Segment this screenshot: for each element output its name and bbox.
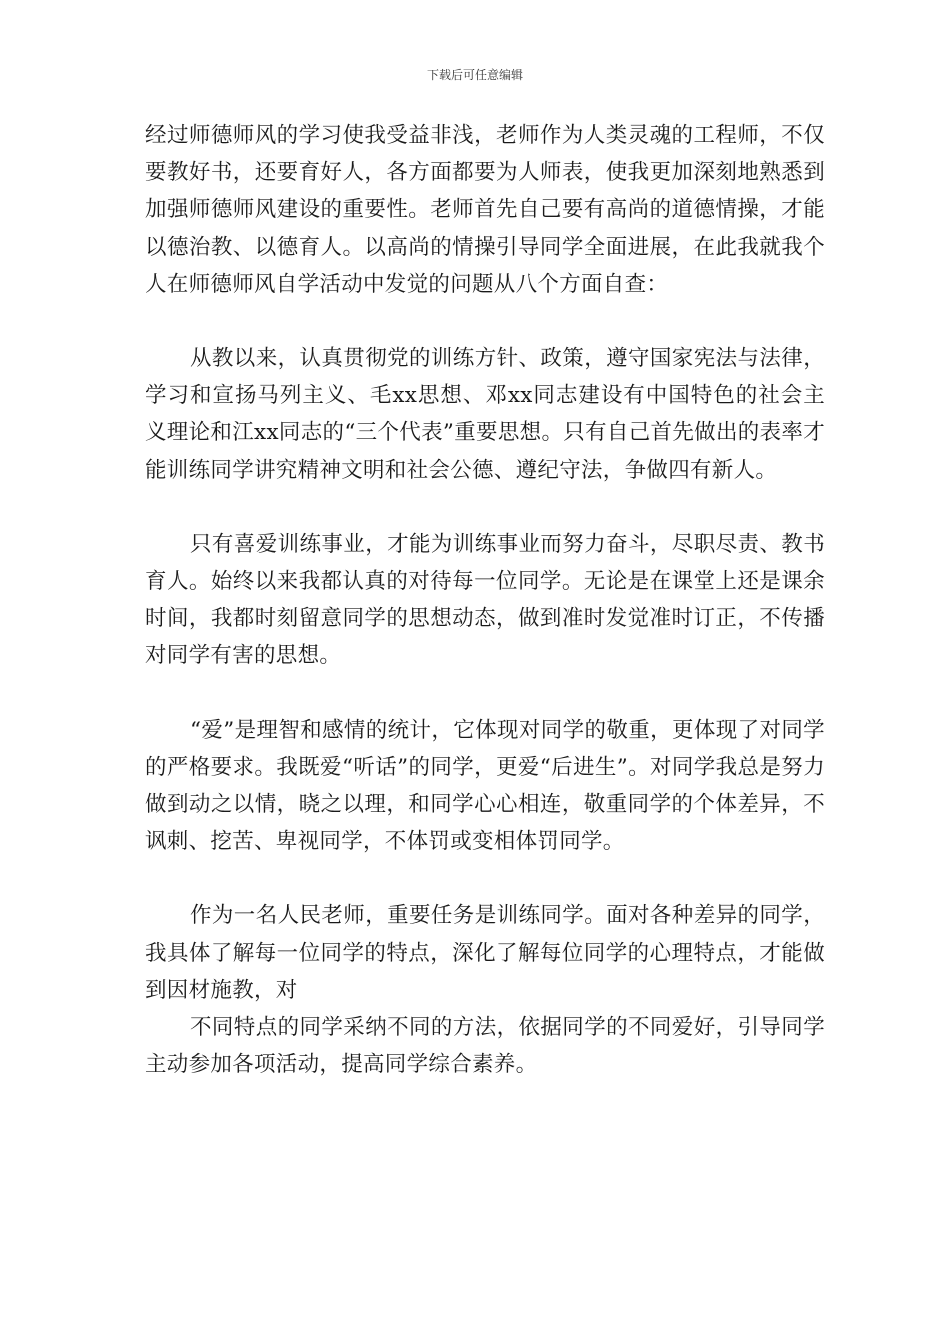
paragraph-dedication: 只有喜爱训练事业，才能为训练事业而努力奋斗，尽职尽责、教书育人。始终以来我都认真的对待每一位同学。无论是在课堂上还是课余时间，我都时刻留意同学的思想动态，做到准时发觉准时订正，不传播对同学有害的思想。 [145,531,825,669]
paragraph-love: “爱”是理智和感情的统计，它体现对同学的敬重，更体现了对同学的严格要求。我既爱“听话”的同学，更爱“后进生”。对同学我总是努力做到动之以情，晓之以理，和同学心心相连，敬重同学的个体差异，不讽刺、挖苦、卑视同学，不体罚或变相体罚同学。 [145,717,825,855]
header-note: 下载后可任意编辑 [426,68,523,82]
paragraph-teaching: 作为一名人民老师，重要任务是训练同学。面对各种差异的同学，我具体了解每一位同学的特点，深化了解每位同学的心理特点，才能做到因材施教，对 [145,903,825,1003]
document-body [145,117,825,1120]
paragraph-intro: 经过师德师风的学习使我受益非浅，老师作为人类灵魂的工程师，不仅要教好书，还要育好人，各方面都要为人师表，使我更加深刻地熟悉到加强师德师风建设的重要性。老师首先自己要有高尚的道德情操，才能以德治教、以德育人。以高尚的情操引导同学全面进展，在此我就我个人在师德师风自学活动中发觉的问题从八个方面自查： [145,123,825,297]
paragraph-teaching-continued: 不同特点的同学采纳不同的方法，依据同学的不同爱好，引导同学主动参加各项活动，提高同学综合素养。 [145,1015,825,1078]
paragraph-politics: 从教以来，认真贯彻党的训练方针、政策，遵守国家宪法与法律，学习和宣扬马列主义、毛xx思想、邓xx同志建设有中国特色的社会主义理论和江xx同志的“三个代表”重要思想。只有自己首先做出的表率才能训练同学讲究精神文明和社会公德、遵纪守法，争做四有新人。 [145,346,825,483]
